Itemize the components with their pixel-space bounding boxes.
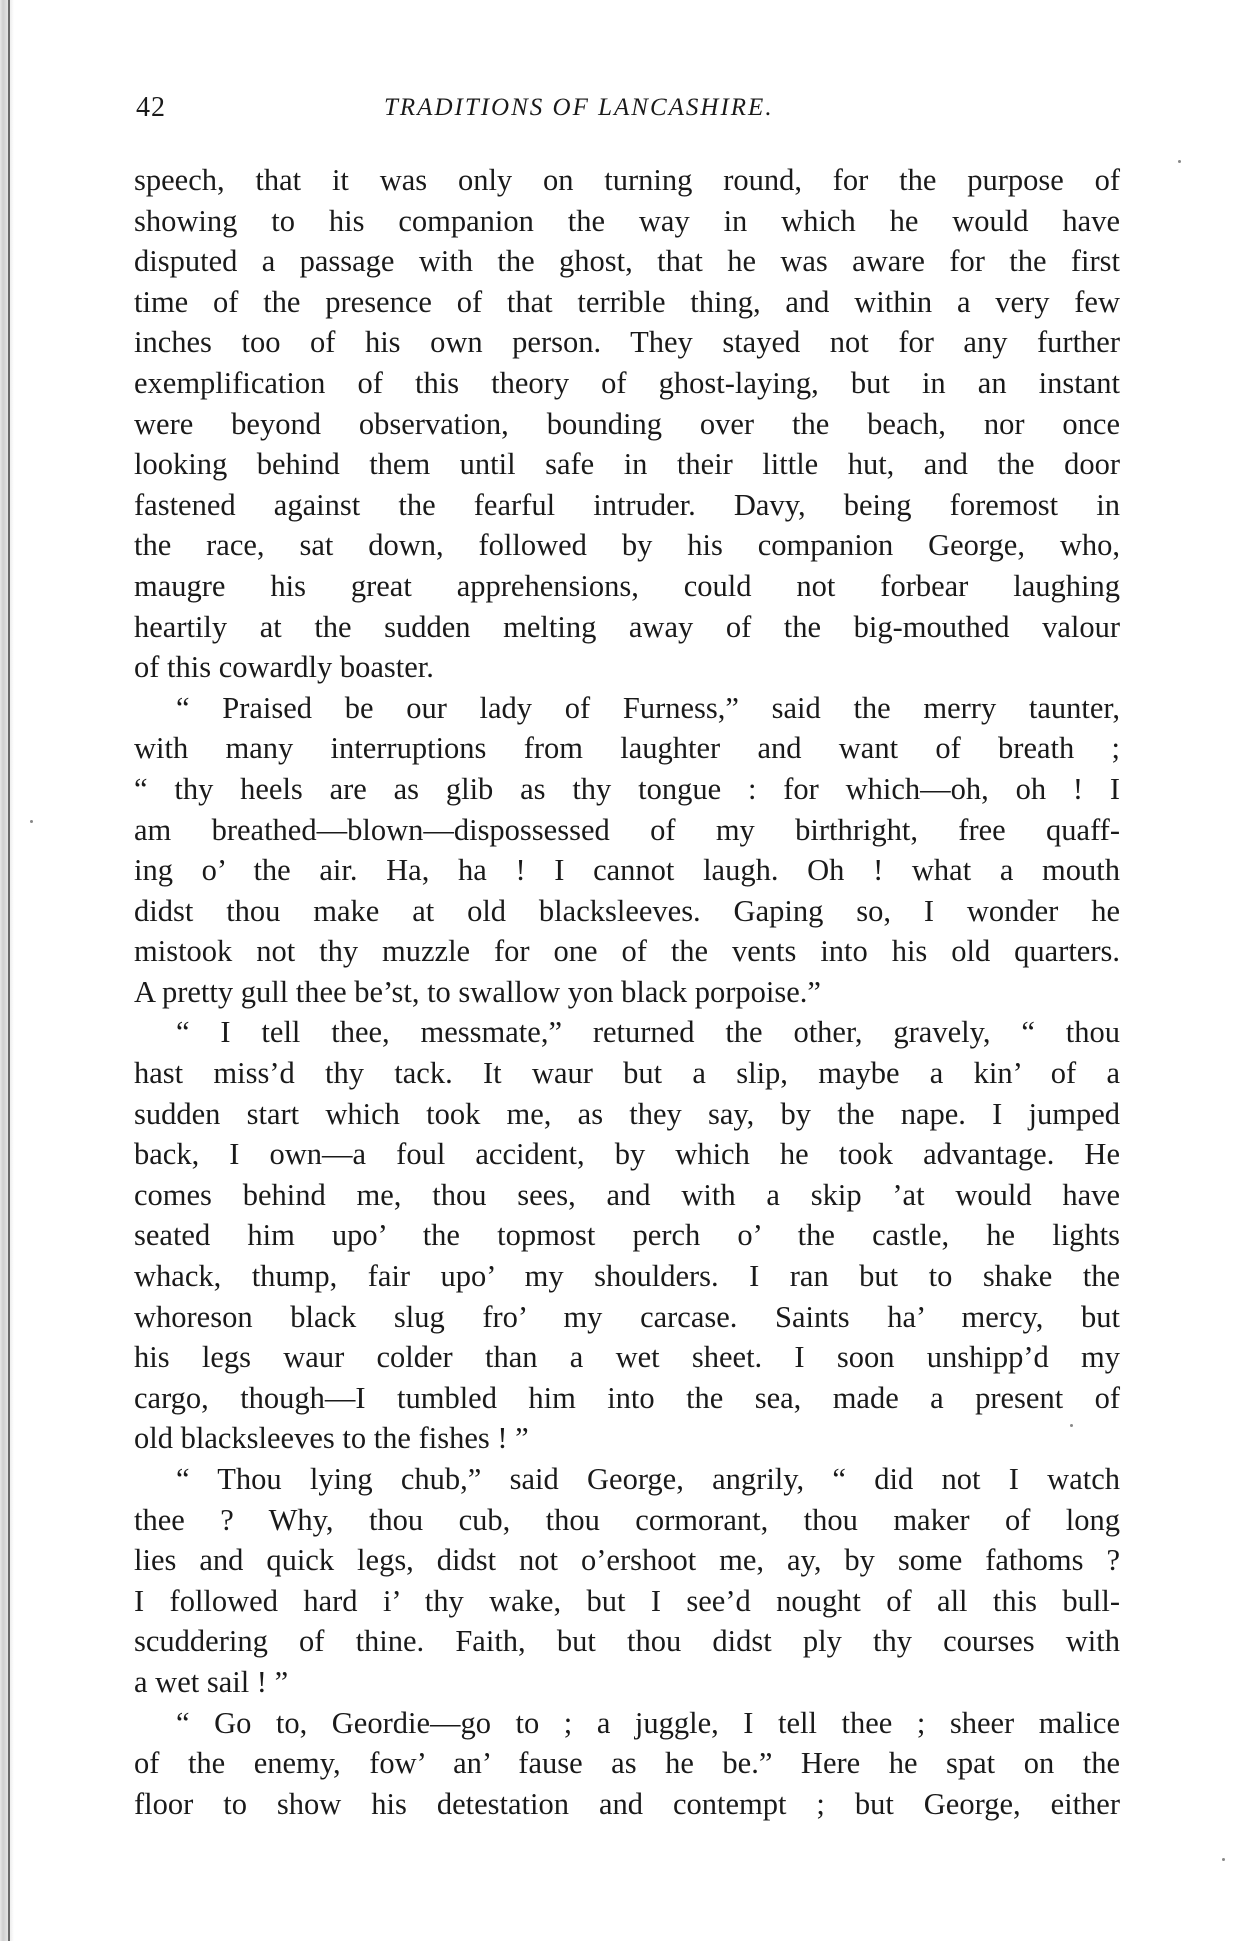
text-line: sudden start which took me, as they say, by the nape. I jumped [134, 1096, 1120, 1131]
text-line: comes behind me, thou sees, and with a skip ’at would have [134, 1177, 1120, 1212]
text-line: thee ? Why, thou cub, thou cormorant, thou maker of long [134, 1502, 1120, 1537]
text-line: floor to show his detestation and contempt ; but George, either [134, 1786, 1120, 1821]
text-line: looking behind them until safe in their little hut, and the door [134, 447, 1120, 482]
text-line: exemplification of this theory of ghost-laying, but in an instant [134, 365, 1120, 400]
text-line: hast miss’d thy tack. It waur but a slip, maybe a kin’ of a [134, 1056, 1120, 1091]
text-line: were beyond observation, bounding over the beach, nor once [134, 406, 1120, 441]
text-line: seated him upo’ the topmost perch o’ the castle, he lights [134, 1218, 1120, 1253]
text-line: disputed a passage with the ghost, that he was aware for the first [134, 244, 1120, 279]
paper-speck [1178, 160, 1181, 163]
running-title: TRADITIONS OF LANCASHIRE. [384, 94, 774, 121]
text-line: heartily at the sudden melting away of the big-mouthed valour [134, 609, 1120, 644]
binding-edge [0, 0, 14, 1941]
text-line: am breathed—blown—dispossessed of my birthright, free quaff- [134, 812, 1120, 847]
text-line: “ I tell thee, messmate,” returned the other, gravely, “ thou [176, 1015, 1120, 1050]
text-line: a wet sail ! ” [134, 1664, 289, 1699]
text-line: time of the presence of that terrible thing, and within a very few [134, 284, 1120, 319]
text-line: speech, that it was only on turning round, for the purpose of [134, 163, 1120, 197]
running-head [136, 92, 1136, 132]
text-line: I followed hard i’ thy wake, but I see’d nought of all this bull- [134, 1583, 1120, 1618]
paper-speck [30, 820, 33, 823]
text-line: “ Go to, Geordie—go to ; a juggle, I tell thee ; sheer malice [176, 1705, 1120, 1740]
text-line: A pretty gull thee be’st, to swallow yon black porpoise.” [134, 974, 821, 1009]
text-line: “ thy heels are as glib as thy tongue : for which—oh, oh ! I [134, 771, 1120, 806]
body-text [134, 160, 1120, 1824]
page-number: 42 [136, 92, 166, 123]
text-line: whack, thump, fair upo’ my shoulders. I ran but to shake the [134, 1259, 1120, 1294]
text-line: of the enemy, fow’ an’ fause as he be.” Here he spat on the [134, 1746, 1120, 1781]
text-line: scuddering of thine. Faith, but thou didst ply thy courses with [134, 1624, 1120, 1659]
text-line: lies and quick legs, didst not o’ershoot me, ay, by some fathoms ? [134, 1543, 1120, 1578]
text-line: maugre his great apprehensions, could not forbear laughing [134, 568, 1120, 603]
paper-speck [1222, 1858, 1225, 1861]
text-line: mistook not thy muzzle for one of the vents into his old quarters. [134, 934, 1120, 969]
binding-line [8, 0, 10, 1941]
text-line: fastened against the fearful intruder. Davy, being foremost in [134, 487, 1120, 522]
text-line: old blacksleeves to the fishes ! ” [134, 1421, 529, 1456]
text-line: showing to his companion the way in which he would have [134, 203, 1120, 238]
text-line: ing o’ the air. Ha, ha ! I cannot laugh. Oh ! what a mouth [134, 853, 1120, 888]
text-line: whoreson black slug fro’ my carcase. Saints ha’ mercy, but [134, 1299, 1120, 1334]
text-line: his legs waur colder than a wet sheet. I soon unshipp’d my [134, 1340, 1120, 1375]
text-line: “ Praised be our lady of Furness,” said the merry taunter, [176, 690, 1120, 725]
text-line: with many interruptions from laughter and want of breath ; [134, 731, 1120, 766]
text-line: the race, sat down, followed by his companion George, who, [134, 528, 1120, 563]
text-line: back, I own—a foul accident, by which he took advantage. He [134, 1137, 1120, 1172]
text-line: of this cowardly boaster. [134, 650, 434, 685]
text-line: “ Thou lying chub,” said George, angrily, “ did not I watch [176, 1462, 1120, 1496]
paper-speck [1070, 1424, 1073, 1427]
text-line: cargo, though—I tumbled him into the sea, made a present of [134, 1380, 1120, 1415]
text-line: inches too of his own person. They stayed not for any further [134, 325, 1120, 360]
text-line: didst thou make at old blacksleeves. Gaping so, I wonder he [134, 893, 1120, 928]
